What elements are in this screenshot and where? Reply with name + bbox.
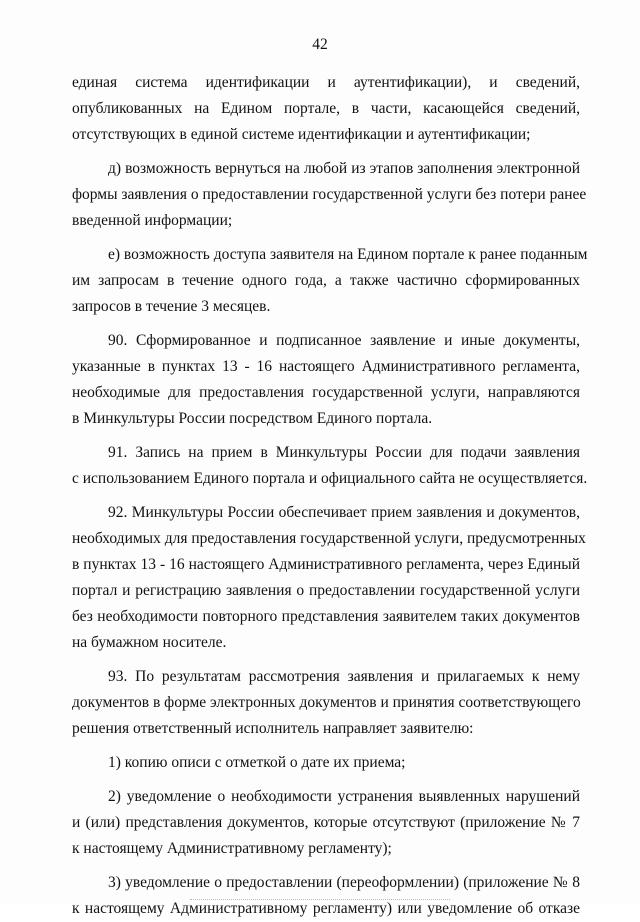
text-line: в пунктах 13 - 16 настоящего Административного регламента, через Единый: [72, 556, 580, 573]
text-line: и (или) представления документов, которые отсутствуют (приложение № 7: [72, 814, 580, 831]
text-line: введенной информации;: [72, 212, 233, 229]
paragraph-list-item-3: [72, 870, 580, 922]
text-line: 90. Сформированное и подписанное заявление и иные документы,: [108, 332, 580, 349]
paragraph-clause-90: [72, 328, 580, 432]
text-line: д) возможность вернуться на любой из этапов заполнения электронной: [108, 160, 580, 177]
document-body: [72, 70, 588, 922]
text-line: запросов в течение 3 месяцев.: [72, 298, 271, 315]
paragraph-identification-info: [72, 70, 580, 148]
text-line: без необходимости повторного представления заявителем таких документов: [72, 608, 580, 625]
scan-edge-divider: [190, 899, 450, 901]
text-line: 1) копию описи с отметкой о дате их приема;: [108, 754, 406, 771]
paragraph-item-d: [72, 156, 587, 234]
paragraph-clause-93: [72, 664, 580, 742]
text-line: к настоящему Административному регламенту);: [72, 840, 392, 857]
text-line: документов в форме электронных документов и принятия соответствующего: [72, 694, 581, 711]
paragraph-clause-91: [72, 440, 588, 492]
text-line: к настоящему Административному регламенту) или уведомление об отказе: [72, 900, 580, 917]
paragraph-item-e: [72, 242, 588, 320]
text-line: с использованием Единого портала и официального сайта не осуществляется.: [72, 470, 588, 487]
text-line: необходимых для предоставления государственной услуги, предусмотренных: [72, 530, 586, 547]
page-number: 42: [312, 36, 328, 53]
text-line: формы заявления о предоставлении государственной услуги без потери ранее: [72, 186, 587, 203]
text-line: 93. По результатам рассмотрения заявления и прилагаемых к нему: [108, 668, 580, 685]
text-line: указанные в пунктах 13 - 16 настоящего Административного регламента,: [72, 358, 580, 375]
text-line: на бумажном носителе.: [72, 634, 227, 651]
text-line: е) возможность доступа заявителя на Едином портале к ранее поданным: [108, 246, 588, 263]
text-line: им запросам в течение одного года, а также частично сформированных: [72, 272, 580, 289]
text-line: отсутствующих в единой системе идентификации и аутентификации;: [72, 126, 531, 143]
text-line: решения ответственный исполнитель направляет заявителю:: [72, 720, 474, 737]
text-line: 91. Запись на прием в Минкультуры России для подачи заявления: [108, 444, 580, 461]
text-line: опубликованных на Едином портале, в части, касающейся сведений,: [72, 100, 580, 117]
text-line: необходимые для предоставления государственной услуги, направляются: [72, 384, 580, 401]
text-line: 3) уведомление о предоставлении (переоформлении) (приложение № 8: [108, 874, 580, 891]
paragraph-clause-92: [72, 500, 586, 656]
text-line: в Минкультуры России посредством Единого портала.: [72, 410, 433, 427]
text-line: 2) уведомление о необходимости устранения выявленных нарушений: [108, 788, 580, 805]
paragraph-list-item-2: [72, 784, 580, 862]
text-line: 92. Минкультуры России обеспечивает прием заявления и документов,: [108, 504, 580, 521]
paragraph-list-item-1: [72, 750, 580, 776]
text-line: единая система идентификации и аутентификации), и сведений,: [72, 74, 580, 91]
text-line: портал и регистрацию заявления о предоставлении государственной услуги: [72, 582, 580, 599]
